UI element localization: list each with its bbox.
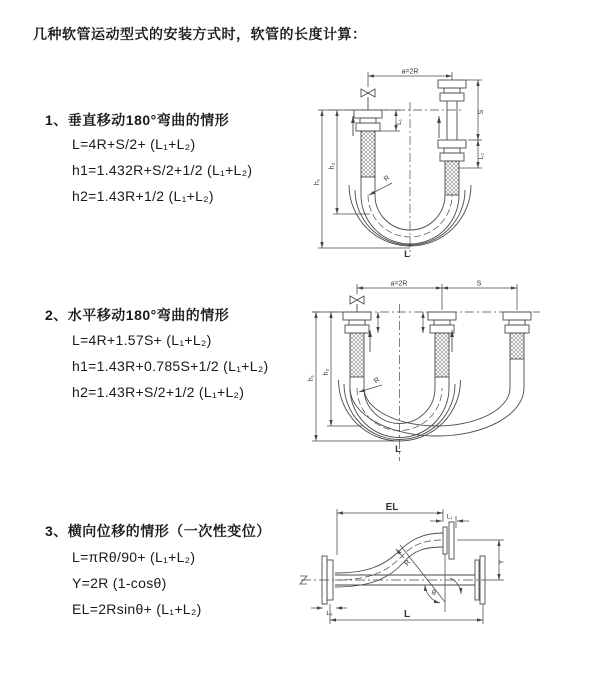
diagram-horizontal-180-bend bbox=[302, 276, 600, 464]
label-l1: L₁ bbox=[396, 119, 403, 125]
left-pipe-fitting bbox=[343, 312, 371, 377]
angle-construction bbox=[400, 545, 461, 612]
section3-formula-EL: EL=2Rsinθ+ (L₁+L₂) bbox=[72, 601, 202, 617]
label-r: R bbox=[403, 558, 413, 568]
section2-formula-L: L=4R+1.57S+ (L₁+L₂) bbox=[72, 332, 212, 348]
label-y: Y bbox=[498, 559, 506, 565]
section2-formula-h2: h2=1.43R+S/2+1/2 (L₁+L₂) bbox=[72, 384, 245, 400]
label-l: L bbox=[403, 609, 411, 620]
section1-formula-h1: h1=1.432R+S/2+1/2 (L₁+L₂) bbox=[72, 162, 253, 178]
section1-heading: 1、垂直移动180°弯曲的情形 bbox=[45, 112, 230, 128]
label-l: L bbox=[404, 249, 410, 260]
label-l2: L₂ bbox=[326, 610, 333, 617]
label-theta: θ bbox=[432, 590, 436, 597]
section2-heading: 2、水平移动180°弯曲的情形 bbox=[45, 307, 230, 323]
label-a2r: a=2R bbox=[390, 280, 408, 288]
diagram-lateral-displacement bbox=[297, 500, 600, 658]
left-pipe-fitting bbox=[354, 110, 382, 177]
hose-u-bends bbox=[339, 359, 525, 441]
valve-icon bbox=[361, 89, 375, 110]
section3-heading: 3、横向位移的情形（一次性变位） bbox=[45, 523, 271, 539]
centerline bbox=[300, 576, 493, 584]
radius-leader bbox=[359, 385, 382, 392]
radius-leader bbox=[369, 183, 392, 195]
label-s: S bbox=[476, 280, 482, 288]
label-h2: h₂ bbox=[323, 368, 330, 376]
diagram-vertical-180-bend bbox=[310, 64, 590, 260]
dimension-s bbox=[442, 284, 517, 310]
section1-formula-h2: h2=1.43R+1/2 (L₁+L₂) bbox=[72, 188, 214, 204]
section3-formula-L: L=πRθ/90+ (L₁+L₂) bbox=[72, 549, 196, 565]
label-h1: h₁ bbox=[314, 178, 321, 186]
centerlines bbox=[328, 102, 462, 256]
label-r: R bbox=[373, 376, 382, 386]
fitting-dims bbox=[378, 312, 423, 333]
section3-formula-Y: Y=2R (1-cosθ) bbox=[72, 575, 167, 591]
dimension-y bbox=[457, 540, 504, 580]
label-l1: L₁ bbox=[446, 513, 453, 521]
label-h2: h₂ bbox=[329, 162, 336, 170]
section2-formula-h1: h1=1.43R+0.785S+1/2 (L₁+L₂) bbox=[72, 358, 269, 374]
section1-formula-L: L=4R+S/2+ (L₁+L₂) bbox=[72, 136, 196, 152]
label-l2: L₂ bbox=[478, 152, 485, 160]
label-l: L bbox=[395, 444, 401, 455]
right-pipe-fitting bbox=[503, 312, 531, 359]
page-title: 几种软管运动型式的安装方式时，软管的长度计算： bbox=[33, 26, 367, 42]
right-pipe-fitting bbox=[438, 80, 466, 195]
centerlines bbox=[312, 304, 540, 461]
label-el: EL bbox=[385, 502, 399, 513]
label-h1: h₁ bbox=[308, 374, 315, 382]
valve-icon bbox=[350, 296, 364, 312]
label-a2r: a=2R bbox=[401, 68, 419, 76]
label-r: R bbox=[382, 174, 392, 184]
upper-flange bbox=[443, 522, 454, 559]
label-s: S bbox=[478, 109, 485, 115]
